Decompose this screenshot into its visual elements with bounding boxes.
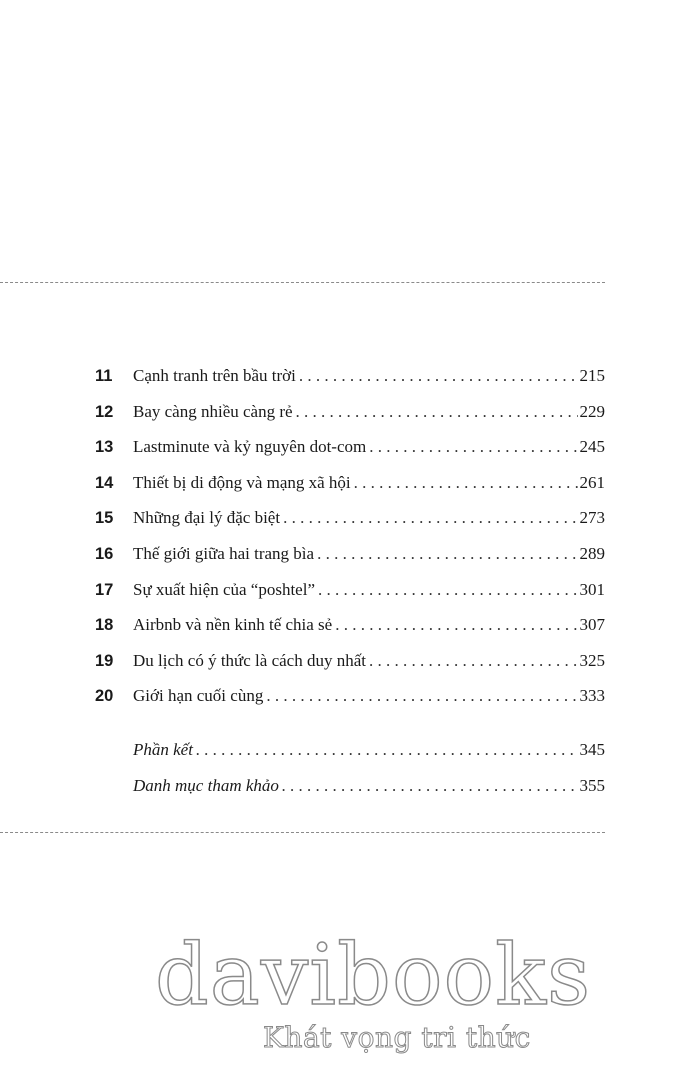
toc-entry [95,508,605,544]
chapter-title: Cạnh tranh trên bầu trời [133,366,296,385]
dot-leader [283,508,577,528]
dot-leader [335,615,577,635]
logo-wordmark: davibooks [155,926,592,1024]
dashed-divider-bottom [0,832,605,833]
chapter-number: 14 [95,473,114,492]
toc-entry [133,740,605,776]
page-number: 245 [579,437,605,457]
toc-entry [95,544,605,580]
toc-entry [95,437,605,473]
page-number: 301 [579,579,605,599]
dot-leader [299,366,578,386]
chapter-number: 17 [95,580,114,599]
page-number: 289 [579,543,605,563]
chapter-number: 15 [95,509,114,528]
back-matter [133,740,605,811]
toc-entry [95,686,605,722]
page-number: 333 [579,686,605,706]
dot-leader [317,544,577,564]
page-number: 229 [579,401,605,421]
toc-entry [95,473,605,509]
chapter-title: Du lịch có ý thức là cách duy nhất [133,650,366,670]
toc-entry [95,580,605,616]
page-number: 261 [579,472,605,492]
dot-leader [369,437,577,457]
dot-leader [369,651,578,671]
chapter-number: 11 [95,367,113,385]
page-number: 307 [579,615,605,635]
section-title: Phần kết [133,740,193,759]
dot-leader [296,402,578,422]
dot-leader [318,580,578,600]
chapter-title: Thiết bị di động và mạng xã hội [133,472,351,492]
dot-leader [354,473,578,493]
chapter-title: Những đại lý đặc biệt [133,508,281,528]
chapter-title: Giới hạn cuối cùng [133,686,264,706]
chapter-number: 12 [95,402,114,421]
chapter-number: 20 [95,687,114,706]
chapter-number: 13 [95,438,114,457]
logo-tagline: Khát vọng tri thức [263,1021,531,1054]
chapter-number: 16 [95,544,114,563]
publisher-logo [155,925,592,1065]
dot-leader [282,776,574,796]
page-number: 345 [579,740,605,759]
page-number: 325 [579,650,605,670]
toc-entry [95,615,605,651]
toc-entry [95,366,605,402]
section-title: Danh mục tham khảo [133,775,279,795]
chapter-title: Airbnb và nền kinh tế chia sẻ [133,615,333,635]
dot-leader [266,686,577,706]
toc-entry [95,402,605,438]
chapter-number: 19 [95,651,114,670]
page-number: 355 [579,775,605,795]
table-of-contents [95,366,605,722]
chapter-title: Lastminute và kỷ nguyên dot-com [133,437,367,457]
page-number: 215 [579,366,605,385]
chapter-title: Thế giới giữa hai trang bìa [133,543,315,563]
chapter-title: Sự xuất hiện của “poshtel” [133,579,315,599]
chapter-number: 18 [95,616,114,635]
toc-entry [133,776,605,812]
dashed-divider-top [0,282,605,283]
toc-entry [95,651,605,687]
dot-leader [196,740,574,760]
chapter-title: Bay càng nhiều càng rẻ [133,401,293,421]
page-number: 273 [579,508,605,528]
